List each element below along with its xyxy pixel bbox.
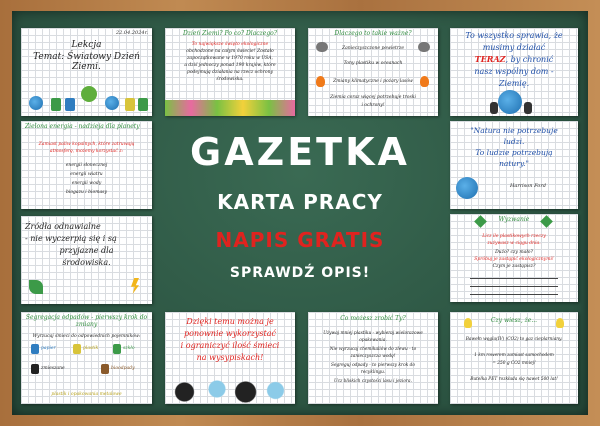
- text-line: Dzięki temu można je: [186, 317, 274, 326]
- globe-icon: [498, 90, 522, 114]
- bin-icon: [125, 98, 135, 111]
- card-why-important: [308, 28, 438, 116]
- text-line: zanieczyszcza wodę!: [350, 354, 396, 359]
- text-line: Wyrzucaj śmieci do odpowiednich pojemników:: [32, 334, 141, 339]
- text-line: Spróbuj je zastąpić ekologicznymi!: [474, 257, 554, 262]
- date-text: 22.04.2024r.: [115, 30, 148, 36]
- text-line: środowiska.: [62, 258, 111, 267]
- list-item: energii wody: [71, 181, 102, 186]
- bin-label: papier: [41, 346, 56, 351]
- text-line: Segreguj odpady - to pierwszy krok do: [331, 363, 415, 368]
- plastic-bin-icon: [73, 344, 81, 354]
- card-renewable: [21, 216, 152, 304]
- tree-icon: [81, 86, 97, 102]
- card-title: Dzień Ziemi? Po co? Dlaczego?: [182, 30, 278, 37]
- lesson-label: Lekcja: [71, 40, 102, 50]
- text-line: zużywasz w ciągu dnia.: [487, 241, 541, 246]
- text-line: , by chronić: [505, 55, 554, 64]
- card-what-can-you-do: [308, 312, 438, 404]
- quote-line: natury.": [499, 159, 529, 168]
- card-title: Zielona energia - nadzieja dla planety: [25, 123, 140, 130]
- bin-icon: [138, 98, 148, 111]
- text-line: To wszystko sprawia, że: [465, 31, 563, 40]
- card-title: Wyzwanie: [498, 216, 530, 223]
- mixed-bin-icon: [31, 364, 39, 374]
- text-line: opakowania.: [359, 338, 387, 343]
- text-line: i ograniczyć ilość śmieci: [180, 341, 280, 350]
- glass-bin-icon: [113, 344, 121, 354]
- bin-label: szkło: [123, 346, 135, 351]
- text-line: To największe święto ekologiczne: [191, 42, 269, 47]
- text-line: Czym je zastąpisz?: [492, 264, 536, 269]
- bio-bin-icon: [101, 364, 109, 374]
- quote-line: "Natura nie potrzebuje: [470, 126, 558, 135]
- lightbulb-icon: [556, 318, 564, 328]
- text-line: - nie wyczerpią się i są: [25, 234, 117, 243]
- text-line: obchodzone na całym świecie! Zostało: [186, 49, 274, 54]
- emphasis-text: TERAZ: [474, 54, 506, 64]
- card-title: Dlaczego to takie ważne?: [334, 30, 412, 37]
- card-act-now: [450, 28, 578, 116]
- globe-icon: [456, 177, 478, 199]
- bin-icon: [51, 98, 61, 111]
- card-title: Czy wiesz, że...: [490, 317, 538, 324]
- text-line: Butelka PET rozkłada się nawet 500 lat!: [470, 377, 558, 382]
- lesson-topic: Temat: Światowy Dzień Ziemi.: [33, 52, 140, 73]
- garbage-bags-icon: [165, 374, 295, 404]
- bin-label: bioodpady: [111, 366, 135, 371]
- list-item: energii wiatru: [70, 172, 103, 177]
- globe-icon: [29, 96, 43, 110]
- quote-line: ludzi.: [503, 137, 525, 146]
- text-line: Ucz bliskich czystości lasu i jeziora.: [334, 379, 412, 384]
- text-line: Nie wyrzucaj chemikaliów do zlewu - to: [329, 347, 417, 352]
- text-line: Licz ile plastikowych rzeczy: [482, 234, 546, 239]
- card-did-you-know: [450, 312, 578, 404]
- text-line: 1 km rowerem zamiast samochodem: [474, 353, 554, 358]
- text-line: podejmują działania na rzecz ochrony: [186, 70, 274, 75]
- text-line: przyjazne dla: [59, 246, 114, 255]
- text-line: Zamiast paliw kopalnych, które zatruwają: [38, 142, 135, 147]
- cta-text: SPRAWDŹ OPIS!: [229, 265, 371, 281]
- paper-bin-icon: [31, 344, 39, 354]
- text-line: środowiska.: [216, 77, 244, 82]
- text-line: Ziemię.: [498, 79, 530, 88]
- text-line: Zmiany klimatyczne i pożary lasów: [333, 79, 413, 84]
- text-line: atmosferę, możemy korzystać z:: [49, 149, 124, 154]
- text-line: Tony plastiku w oceanach: [343, 61, 403, 66]
- text-line: Źródła odnawialne: [25, 222, 101, 231]
- text-line: nasz wspólny dom -: [474, 67, 554, 76]
- text-line: ponownie wykorzystać: [184, 329, 276, 338]
- text-line: musimy działać: [482, 43, 546, 52]
- globe-icon: [105, 96, 119, 110]
- text-line: = 250 g CO2 mniej!: [492, 361, 536, 366]
- card-green-energy: [21, 121, 152, 209]
- card-title: Segregacja odpadów - pierwszy krok do zmiany: [25, 314, 148, 328]
- text-line: plastik i opakowania metalowe: [51, 392, 122, 397]
- text-line: na wysypiskach!: [196, 353, 264, 362]
- answer-line: [470, 294, 558, 295]
- card-segregation: [21, 312, 152, 404]
- text-line: Zanieczyszczone powietrze: [341, 46, 405, 51]
- card-earth-day: [165, 28, 295, 116]
- card-reuse: [165, 312, 295, 404]
- text-line: Używaj mniej plastiku - wybieraj wielorazowe: [323, 331, 423, 336]
- card-title: Co możesz zrobić Ty?: [340, 315, 406, 322]
- text-line: zapoczątkowane w 1970 roku w USA,: [187, 56, 273, 61]
- bin-label: zmieszane: [41, 366, 65, 371]
- answer-line: [470, 278, 558, 279]
- card-lesson: [21, 28, 152, 116]
- list-item: energii słonecznej: [65, 163, 108, 168]
- card-challenge: [450, 214, 578, 302]
- text-line: Bawełn węgla(IV) (CO2) to gaz cieplarniany.: [465, 337, 563, 342]
- quote-line: To ludzie potrzebują: [475, 148, 553, 157]
- leaf-icon: [29, 280, 43, 294]
- text-line: a dziś jednoczy ponad 190 krajów, które: [184, 63, 276, 68]
- text-line: Ziemia coraz więcej potrzebuje troski: [330, 95, 416, 100]
- answer-line: [470, 286, 558, 287]
- main-title: GAZETKA: [190, 130, 410, 174]
- text-line: Dużo? czy mało?: [495, 250, 533, 255]
- quote-author: Harrison Ford: [510, 183, 546, 189]
- list-item: biogazu i biomasy: [66, 190, 107, 195]
- subtitle: KARTA PRACY: [217, 190, 383, 214]
- lightning-icon: [131, 278, 139, 294]
- highlight-text: NAPIS GRATIS: [215, 228, 385, 252]
- flowers-icon: [165, 100, 295, 116]
- person-icon: [490, 102, 498, 114]
- text-line: i ochrony!: [361, 103, 385, 108]
- bin-label: plastik: [83, 346, 99, 351]
- card-quote: [450, 121, 578, 209]
- bin-icon: [65, 98, 75, 111]
- text-line: recyklingu.: [360, 370, 386, 375]
- person-icon: [524, 102, 532, 114]
